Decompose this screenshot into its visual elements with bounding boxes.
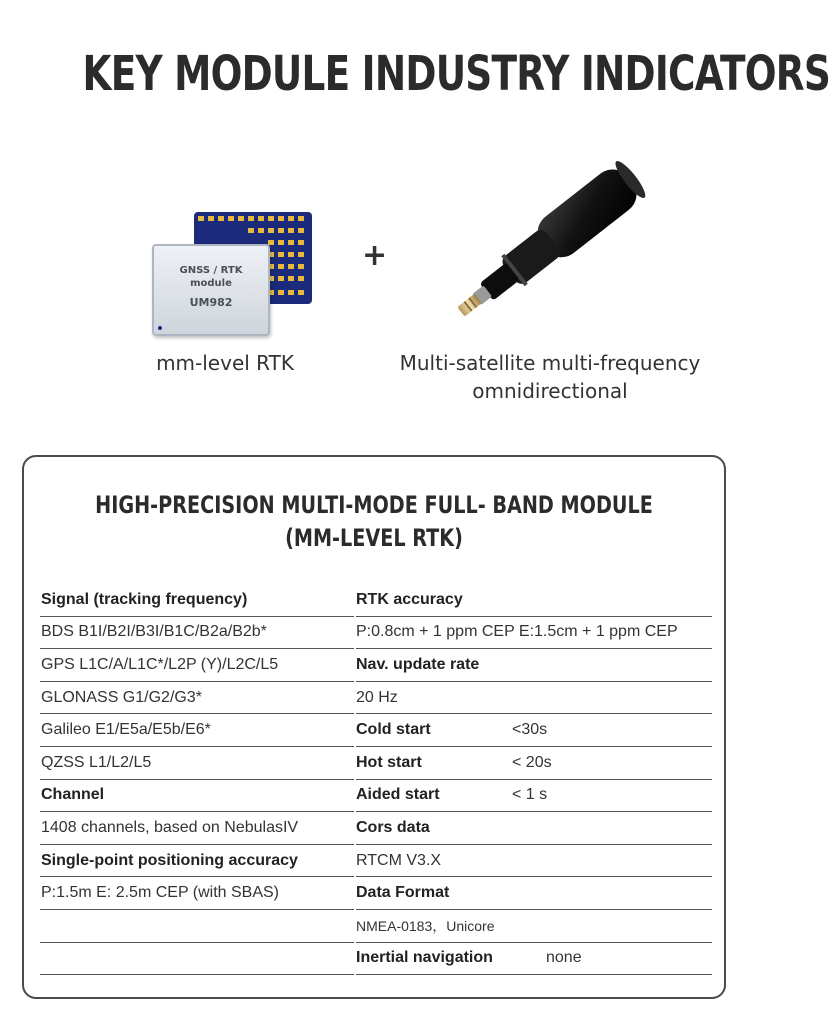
hot-start-value: < 20s [512,753,552,771]
aided-start-value: < 1 s [512,786,548,804]
cold-start-label: Cold start [356,721,431,739]
nav-update-label: Nav. update rate [356,649,712,682]
spec-right-column [356,584,712,975]
inertial-nav-label: Inertial navigation [356,949,493,967]
nav-update-value: 20 Hz [356,682,712,715]
chip-caption: mm-level RTK [156,351,294,375]
hot-start-label: Hot start [356,753,422,771]
card-title-line2: (MM-LEVEL RTK) [285,524,463,552]
spec-row: Signal (tracking frequency) [40,584,354,617]
data-format-label: Data Format [356,877,712,910]
cors-data-label: Cors data [356,812,712,845]
spec-row: QZSS L1/L2/L5 [40,747,354,780]
chip-model: UM982 [189,296,233,309]
hot-start-row [356,747,712,780]
spec-row-empty [40,910,354,943]
page-title: KEY MODULE INDUSTRY INDICATORS [82,46,830,102]
chip-pin1-dot [158,326,162,330]
spec-row: GLONASS G1/G2/G3* [40,682,354,715]
plus-sign: + [362,238,388,273]
gnss-module-chip-image [150,210,320,335]
spec-row: GPS L1C/A/L1C*/L2P (Y)/L2C/L5 [40,649,354,682]
cold-start-row [356,714,712,747]
spec-row: 1408 channels, based on NebulasIV [40,812,354,845]
aided-start-row [356,780,712,813]
antenna-caption-line2: omnidirectional [472,379,628,403]
spec-row: Galileo E1/E5a/E5b/E6* [40,714,354,747]
chip-front-label [152,244,270,336]
spec-row: BDS B1I/B2I/B3I/B1C/B2a/B2b* [40,617,354,650]
spec-row: Single-point positioning accuracy [40,845,354,878]
card-title-line1: HIGH-PRECISION MULTI-MODE FULL- BAND MODULE [95,491,653,519]
card-title [94,489,654,555]
aided-start-label: Aided start [356,786,440,804]
cors-data-value: RTCM V3.X [356,845,712,878]
antenna-caption [375,349,725,405]
spec-left-column [40,584,354,975]
data-format-value: NMEA-0183，Unicore [356,910,712,943]
inertial-nav-row [356,943,712,976]
rtk-accuracy-value: P:0.8cm + 1 ppm CEP E:1.5cm + 1 ppm CEP [356,617,712,650]
antenna-image [450,150,680,335]
rtk-accuracy-label: RTK accuracy [356,584,712,617]
spec-row-empty [40,943,354,976]
chip-text-module: module [190,278,232,289]
spec-row: Channel [40,780,354,813]
cold-start-value: <30s [512,721,548,739]
spec-row: P:1.5m E: 2.5m CEP (with SBAS) [40,877,354,910]
inertial-nav-value: none [546,949,582,967]
antenna-caption-line1: Multi-satellite multi-frequency [399,351,701,375]
chip-text-gnss: GNSS / RTK [179,265,243,276]
spec-card [22,455,726,999]
